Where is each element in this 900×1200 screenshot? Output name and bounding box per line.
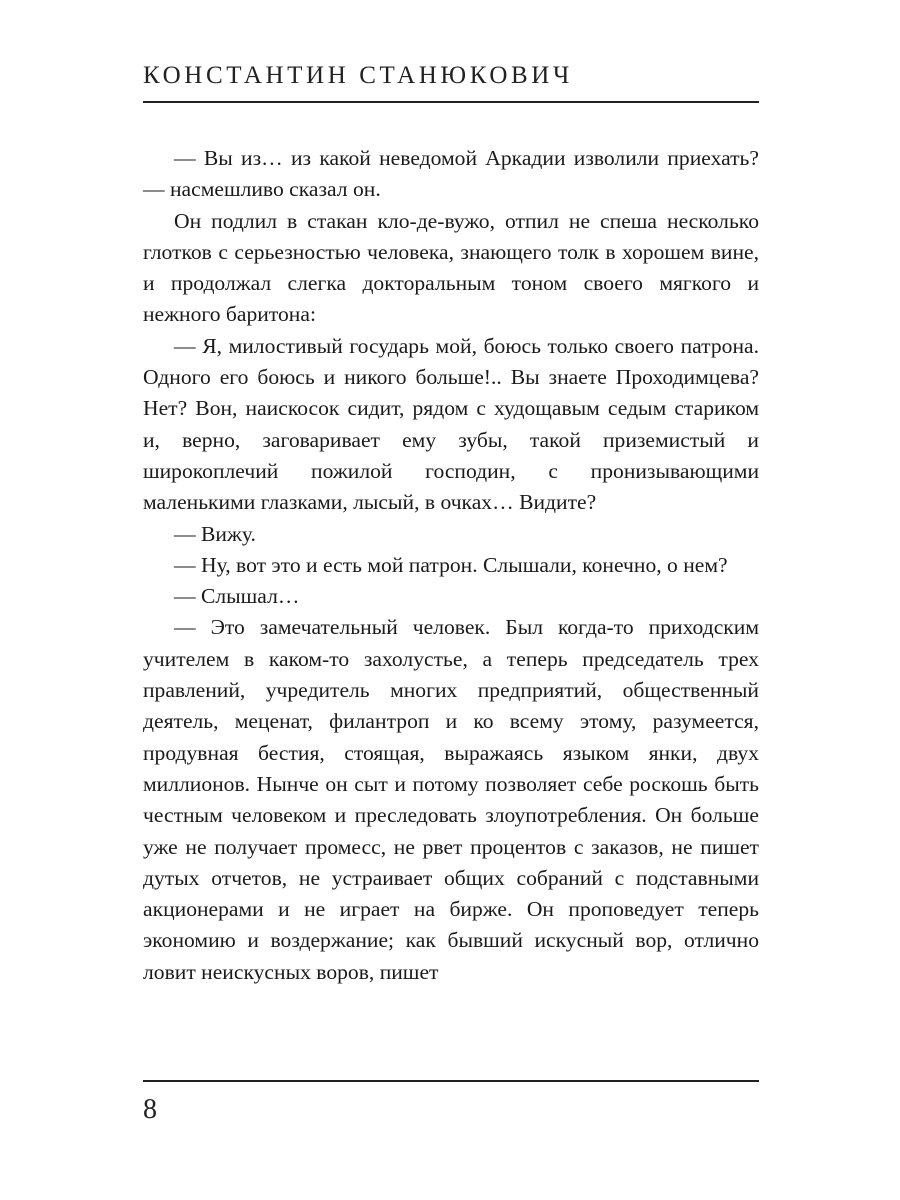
paragraph: — Это замечательный человек. Был когда-то приходским учителем в каком-то захолустье, а теперь председатель трех правлений, учредитель многих предприятий, общественный деятель, меценат, филантроп и ко всему этому, разумеется, продувная бестия, стоящая, выражаясь языком янки, двух миллионов. Нынче он сыт и потому позволяет себе роскошь быть честным человеком и преследовать злоупотребления. Он больше уже не получает промесс, не рвет процентов с заказов, не пишет дутых отчетов, не устраивает общих собраний с подставными акционерами и не играет на бирже. Он проповедует теперь экономию и воздержание; как бывший искусный вор, отлично ловит неискусных воров, пишет [143, 615, 759, 984]
paragraph: — Ну, вот это и есть мой патрон. Слышали, конечно, о нем? [174, 552, 728, 577]
paragraph: — Вы из… из какой неведомой Аркадии изволили приехать? — насмешливо сказал он. [143, 146, 759, 202]
paragraph: Он подлил в стакан кло-де-вужо, отпил не спеша несколько глотков с серьезностью человека, знающего толк в хорошем вине, и продолжал слегка докторальным тоном своего мягкого и нежного баритона: [143, 208, 759, 327]
footer-rule [143, 1080, 759, 1082]
header-rule [143, 101, 759, 103]
paragraph: — Вижу. [174, 521, 256, 546]
paragraph: — Слышал… [174, 584, 300, 609]
page-number: 8 [143, 1094, 157, 1125]
paragraph: — Я, милостивый государь мой, боюсь только своего патрона. Одного его боюсь и никого больше!.. Вы знаете Проходимцева? Нет? Вон, наискосок сидит, рядом с худощавым седым стариком и, верно, заговаривает ему зубы, такой приземистый и широкоплечий пожилой господин, с пронизывающими маленькими глазками, лысый, в очках… Видите? [143, 333, 759, 515]
body-text [143, 143, 759, 988]
running-head-author: КОНСТАНТИН СТАНЮКОВИЧ [143, 62, 573, 89]
